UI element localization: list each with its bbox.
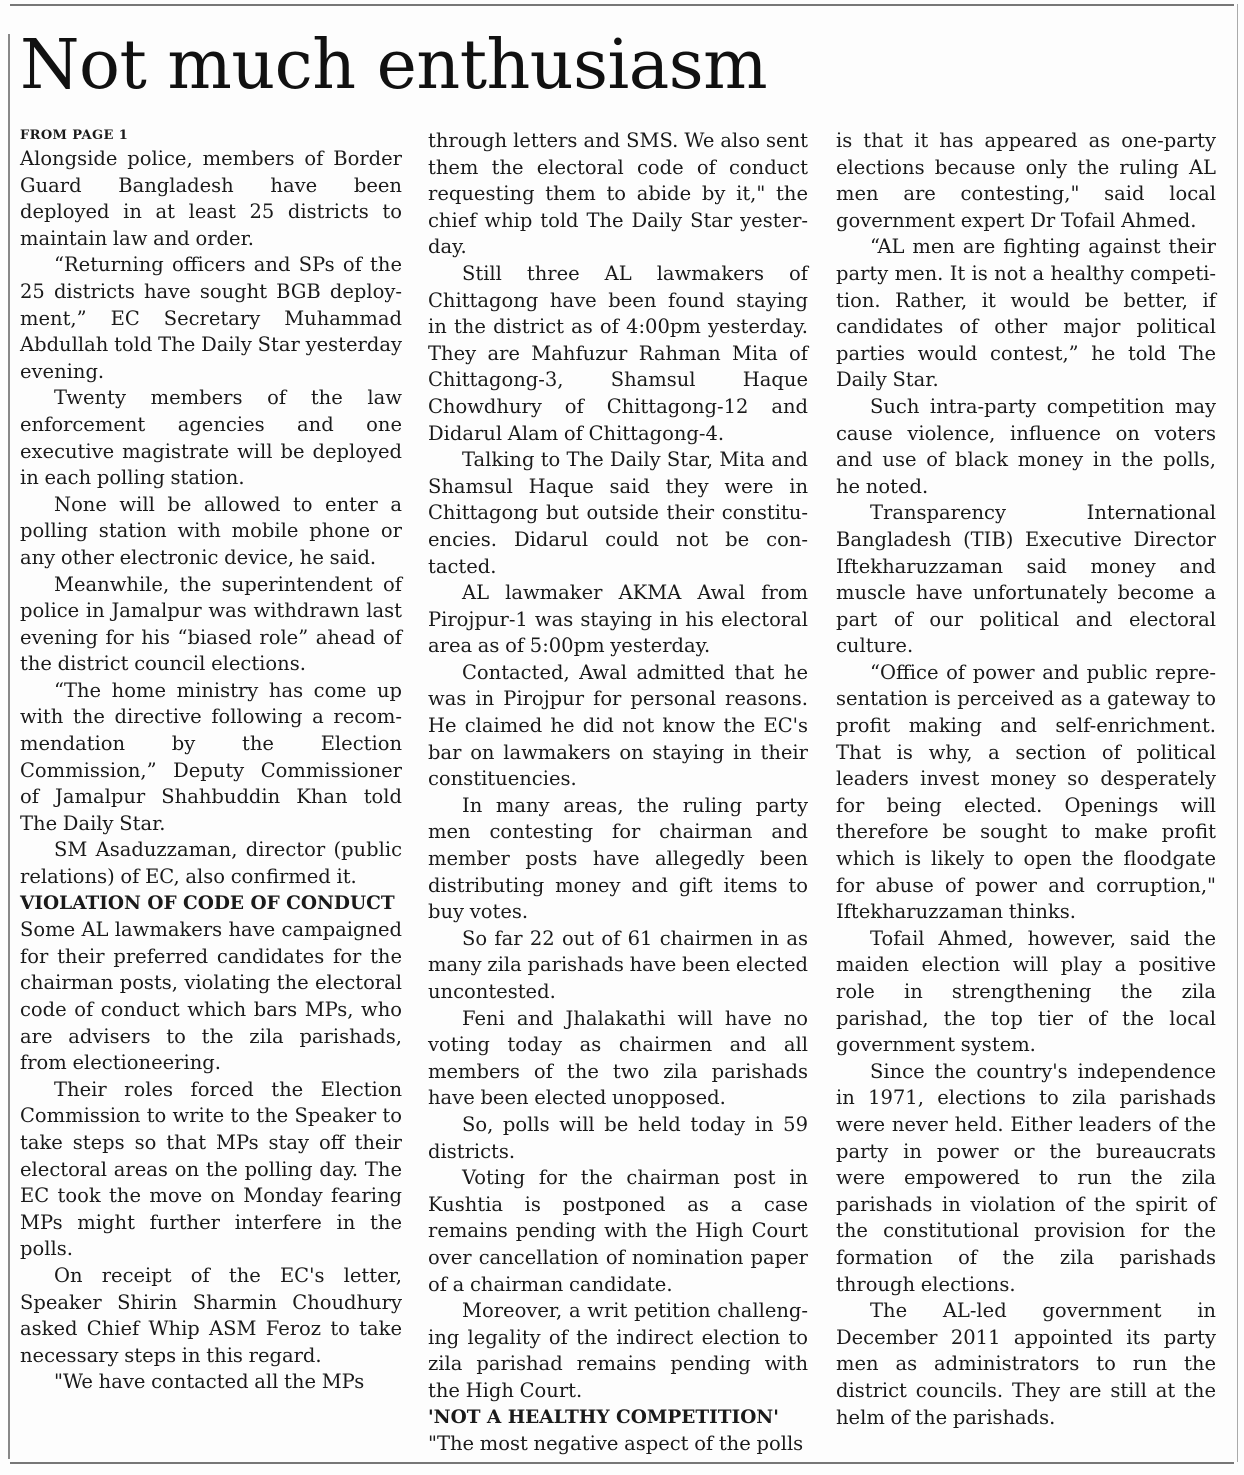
kicker: FROM PAGE 1: [20, 128, 129, 143]
article-column-3: [836, 128, 1216, 1431]
article-column-1: [20, 128, 402, 1396]
paragraph: is that it has appeared as one-party elections because only the ruling AL men are contesting," said local government expert Dr Tofail Ahmed.: [836, 129, 1216, 232]
paragraph: Such intra-party competition may cause violence, influence on voters and use of black money in the polls, he noted.: [836, 394, 1216, 498]
article-column-2: [428, 128, 808, 1458]
paragraph: Twenty members of the law enforcement agencies and one executive magistrate will be deployed in each polling station.: [20, 386, 402, 490]
paragraph: Since the country's independence in 1971, elections to zila parishads were never held. Either leaders of the party in power or the bureaucrats were empowered to run the zila parishads in violation of the spirit of the constitutional provision for the formation of the zila parishads through elections.: [836, 1059, 1216, 1296]
paragraph: Talking to The Daily Star, Mita and Shamsul Haque said they were in Chittagong but outside their constituencies. Didarul could not be contacted.: [428, 448, 808, 578]
headline: Not much enthusiasm: [20, 26, 768, 105]
paragraph: Contacted, Awal admitted that he was in Pirojpur for personal reasons. He claimed he did not know the EC's bar on lawmakers on staying in their constituencies.: [428, 660, 808, 791]
subhead-not-healthy: 'NOT A HEALTHY COMPETITION': [428, 1406, 779, 1428]
bottom-rule: [10, 1462, 1234, 1464]
paragraph: “Office of power and public representation is perceived as a gateway to profit making and self-enrichment. That is why, a section of political leaders invest money so desperately for being elected. Openings will therefore be sought to make profit which is likely to open the floodgate for abuse of power and corruption," Iftekharuzzaman thinks.: [836, 660, 1216, 924]
paragraph: "The most negative aspect of the polls: [428, 1432, 804, 1456]
paragraph: through letters and SMS. We also sent them the electoral code of conduct requesting them to abide by it," the chief whip told The Daily Star yesterday.: [428, 129, 808, 259]
paragraph: Moreover, a writ petition challenging legality of the indirect election to zila parishad remains pending with the High Court.: [428, 1299, 808, 1402]
subhead-violation: VIOLATION OF CODE OF CONDUCT: [20, 892, 395, 914]
paragraph: Some AL lawmakers have campaigned for their preferred candidates for the chairman posts, violating the electoral code of conduct which bars MPs, who are advisers to the zila parishads, from electioneering.: [20, 918, 402, 1075]
paragraph: Tofail Ahmed, however, said the maiden election will play a positive role in strengthening the zila parishad, the top tier of the local government system.: [836, 926, 1216, 1057]
paragraph: Meanwhile, the superintendent of police in Jamalpur was withdrawn last evening for his “biased role” ahead of the district council elections.: [20, 572, 402, 676]
top-rule: [10, 4, 1234, 6]
paragraph: Feni and Jhalakathi will have no voting today as chairmen and all members of the two zila parishads have been elected unopposed.: [428, 1006, 808, 1110]
paragraph: So, polls will be held today in 59 districts.: [428, 1112, 808, 1163]
paragraph: Voting for the chairman post in Kushtia is postponed as a case remains pending with the High Court over cancellation of nomination paper of a chairman candidate.: [428, 1166, 808, 1296]
paragraph: So far 22 out of 61 chairmen in as many zila parishads have been elected uncontested.: [428, 926, 808, 1003]
paragraph: “Returning officers and SPs of the 25 districts have sought BGB deployment,” EC Secretary Muhammad Abdullah told The Daily Star yesterday evening.: [20, 253, 402, 383]
paragraph: The AL-led government in December 2011 appointed its party men as administrators to run the district councils. They are still at the helm of the parishads.: [836, 1299, 1216, 1429]
paragraph: Alongside police, members of Border Guard Bangladesh have been deployed in at least 25 districts to maintain law and order.: [20, 147, 402, 250]
paragraph: Their roles forced the Election Commission to write to the Speaker to take steps so that MPs stay off their electoral areas on the polling day. The EC took the move on Monday fearing MPs might further interfere in the polls.: [20, 1077, 402, 1261]
right-rule: [1237, 4, 1238, 1462]
paragraph: AL lawmaker AKMA Awal from Pirojpur-1 was staying in his electoral area as of 5:00pm yesterday.: [428, 581, 808, 658]
paragraph: “AL men are fighting against their party men. It is not a healthy competition. Rather, it would be better, if candidates of other major political parties would contest,” he told The Daily Star.: [836, 235, 1216, 392]
paragraph: Still three AL lawmakers of Chittagong have been found staying in the district as of 4:00pm yesterday. They are Mahfuzur Rahman Mita of Chittagong-3, Shamsul Haque Chowdhury of Chittagong-12 and Didarul Alam of Chittagong-4.: [428, 261, 808, 445]
paragraph: "We have contacted all the MPs: [54, 1370, 365, 1394]
paragraph: “The home ministry has come up with the directive following a recommendation by the Election Commission,” Deputy Commissioner of Jamalpur Shahbuddin Khan told The Daily Star.: [20, 678, 402, 835]
paragraph: On receipt of the EC's letter, Speaker Shirin Sharmin Choudhury asked Chief Whip ASM Feroz to take necessary steps in this regard.: [20, 1263, 402, 1367]
paragraph: SM Asaduzzaman, director (public relations) of EC, also confirmed it.: [20, 838, 402, 889]
paragraph: Transparency International Bangladesh (TIB) Executive Director Iftekharuzzaman said money and muscle have unfortunately become a part of our political and electoral culture.: [836, 501, 1216, 658]
left-rule: [8, 34, 10, 1459]
paragraph: In many areas, the ruling party men contesting for chairman and member posts have allegedly been distributing money and gift items to buy votes.: [428, 793, 808, 924]
paragraph: None will be allowed to enter a polling station with mobile phone or any other electronic device, he said.: [20, 492, 402, 569]
